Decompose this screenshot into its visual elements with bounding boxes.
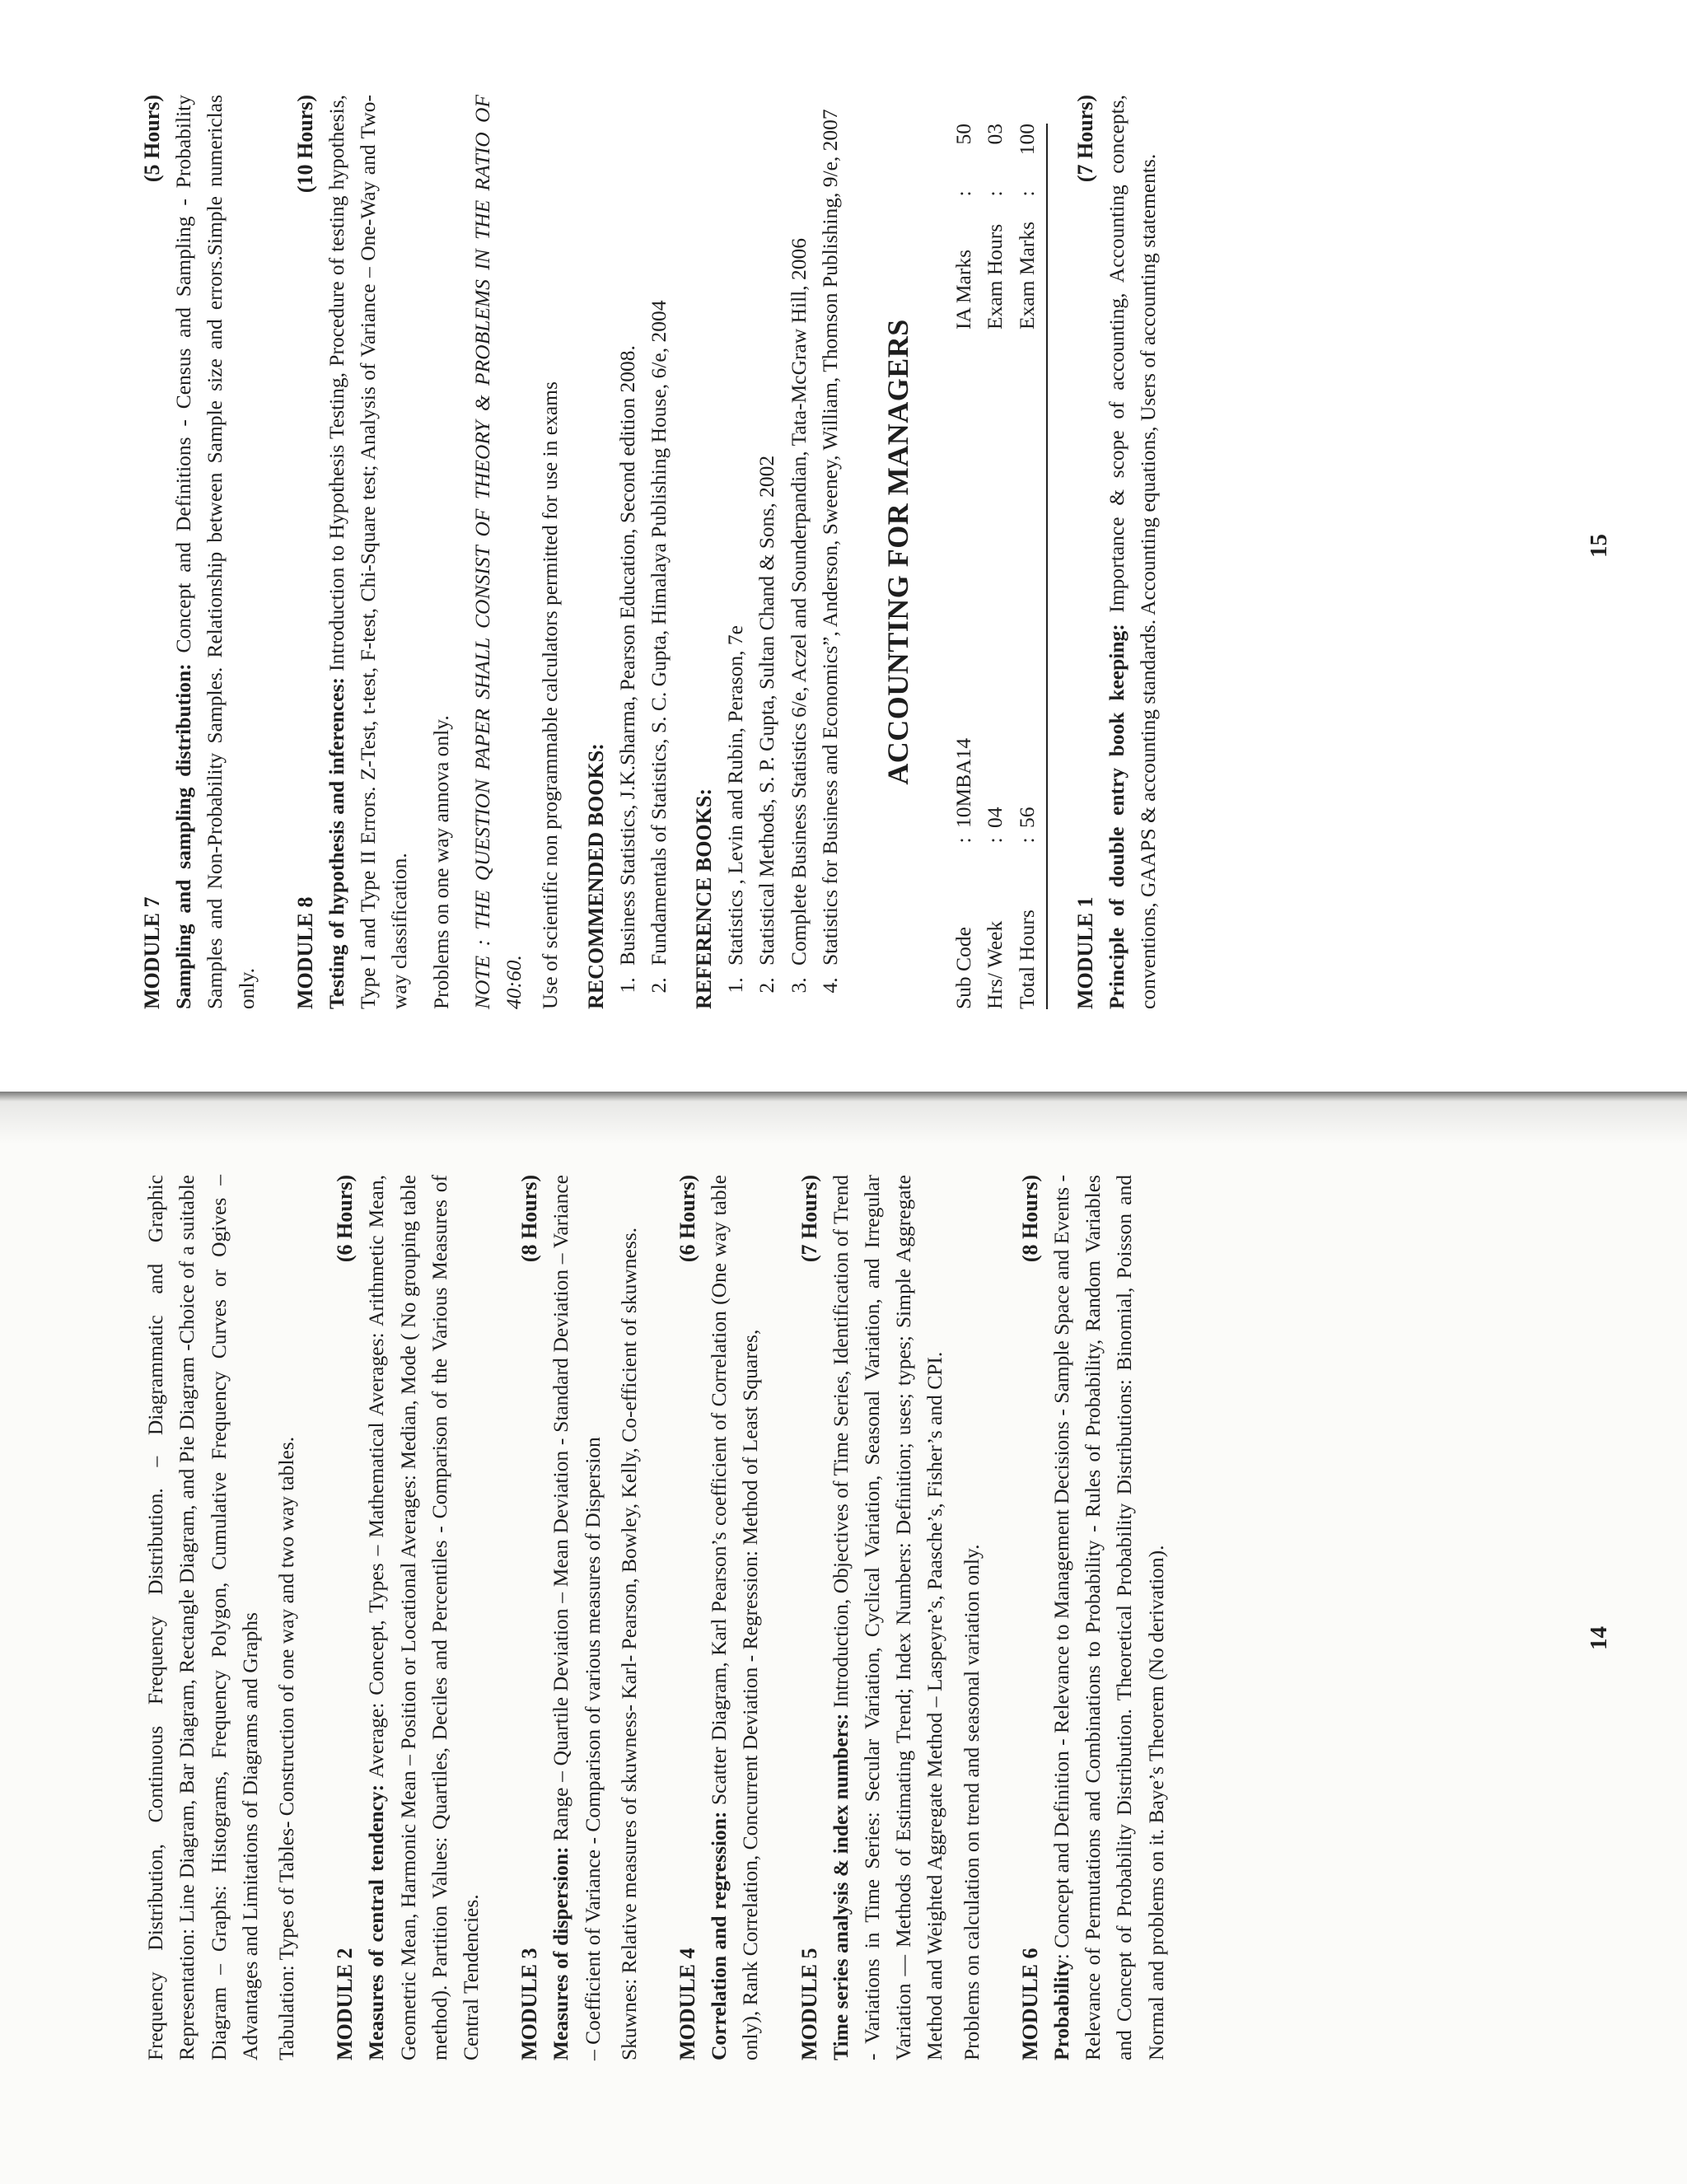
module-8-text: Testing of hypothesis and inferences: Introduction to Hypothesis Testing, Procedure of testing hypothesis, Type I and Type II Errors. Z-Test, t-test, F-test, Chi-Square test; Analysis of Variance – One-Way and Two-way classification. [324,95,412,1009]
module-hours: (10 Hours) [292,95,317,194]
info-key: Exam Hours [983,223,1007,330]
intro-paragraph: Frequency Distribution, Continuous Frequency Distribution. – Diagrammatic and Graphic Representation: Line Diagram, Bar Diagram, Rectangle Diagram, and Pie Diagram -Choice of a suitable Diagram – Graphs: Histograms, Frequency Polygon, Cumulative Frequency Curves or Ogives – Advantages and Limitations of Diagrams and Graphs [143,1175,262,2060]
list-item: 1. Statistics , Levin and Rubin, Perason, 7e [720,95,751,972]
list-item: 1. Business Statistics, J.K.Sharma, Pearson Education, Second edition 2008. [612,95,643,972]
course-info-table [948,124,1048,1009]
module-title: Sampling and sampling distribution: [171,663,195,1009]
module-4-heading [671,1175,703,2060]
list-item: 2. Statistical Methods, S. P. Gupta, Sultan Chand & Sons, 2002 [751,95,783,972]
reference-books-heading: REFERENCE BOOKS: [692,788,716,1009]
module-3-skewness: Skuwnes: Relative measures of skuwness- Karl- Pearson, Bowley, Kelly, Co-efficient of skuwness. [616,1227,641,2060]
module-5-problems: Problems on calculation on trend and seasonal variation only. [959,1544,984,2060]
recommended-books-list [612,95,675,1009]
module-hours: (7 Hours) [1072,95,1097,183]
module-name: MODULE 7 [140,896,164,1009]
module-1-text: Principle of double entry book keeping: Importance & scope of accounting, Accounting concepts, conventions, GAAPS & accounting standards. Accounting equations, Users of accounting statements. [1104,95,1160,1009]
page-number: 14 [1586,1626,1612,1650]
info-key: Sub Code [951,927,975,1009]
module-6-text: Probability: Concept and Definition - Relevance to Management Decisions - Sample Space and Events - Relevance of Permutations and Combinations to Probability - Rules of Probability, Random Variables and Concept of Probability Distribution. Theoretical Probability Distributions: Binomial, Poisson and Normal and problems on it. Baye’s Theorem (No derivation). [1049,1175,1168,2060]
page-number: 15 [1586,534,1612,558]
info-value: 100 [1014,124,1039,156]
module-7-text: Sampling and sampling distribution: Concept and Definitions - Census and Sampling - Probability Samples and Non-Probability Samples. Relationship between Sample size and errors.Simple numericlas only. [171,95,259,1009]
module-hours: (8 Hours) [517,1175,542,1263]
course-title: ACCOUNTING FOR MANAGERS [881,319,914,785]
module-title: Time series analysis & index numbers: [828,1713,853,2060]
module-3-text: Measures of dispersion: Range – Quartile Deviation – Mean Deviation - Standard Deviation – Variance – Coefficient of Variance - Comparison of various measures of Dispersion [549,1175,605,2060]
module-hours: (6 Hours) [333,1175,357,1263]
course-info-left: Sub Code : 10MBA14 Hrs/ Week : 04 Total Hours : 56 [948,738,1043,1009]
list-item: 2. Fundamentals of Statistics, S. C. Gupta, Himalaya Publishing House, 6/e, 2004 [643,95,675,972]
info-value: 04 [983,807,1007,828]
right-page-content [136,95,1169,1009]
module-1-heading [1069,95,1101,1009]
left-page-content [140,1175,1177,2060]
list-item: 4. Statistics for Business and Economics”, Anderson, Sweeney, William, Thomson Publishing, 9/e, 2007 [815,95,846,972]
info-value: 03 [983,124,1007,145]
module-hours: (7 Hours) [797,1175,821,1263]
calculator-note: Use of scientific non programmable calculators permitted for use in exams [538,381,563,1009]
module-title: Correlation and regression: [707,1811,731,2060]
module-4-text: Correlation and regression: Scatter Diagram, Karl Pearson’s coefficient of Correlation (One way table only), Rank Correlation, Concurrent Deviation - Regression: Method of Least Squares, [707,1174,763,2060]
module-2-text: Measures of central tendency: Average: Concept, Types – Mathematical Averages: Arithmetic Mean, Geometric Mean, Harmonic Mean – Position or Locational Averages: Median, Mode ( No grouping table method). Partition Values: Quartiles, Deciles and Percentiles - Comparison of the Various Measures of Central Tendencies. [364,1175,483,2060]
module-2-heading [329,1175,361,2060]
info-key: IA Marks [951,249,975,330]
module-name: MODULE 8 [292,896,317,1009]
module-title: Measures of dispersion: [549,1846,573,2060]
module-hours: (8 Hours) [1017,1175,1042,1263]
module-hours: (6 Hours) [675,1175,699,1263]
tabulation-paragraph: Tabulation: Types of Tables- Construction of one way and two way tables. [274,1436,298,2060]
module-hours: (5 Hours) [140,95,164,183]
left-page [0,1092,1687,2184]
module-name: MODULE 3 [517,1948,542,2060]
module-5-heading [793,1175,825,2060]
info-key: Total Hours [1014,910,1039,1009]
module-3-heading [513,1175,545,2060]
module-title: Principle of double entry book keeping: [1104,624,1129,1009]
module-name: MODULE 6 [1017,1948,1042,2060]
reference-books-list [720,95,846,1009]
module-6-heading [1014,1175,1046,2060]
module-name: MODULE 4 [675,1948,699,2060]
course-info-right: IA Marks : 50 Exam Hours : 03 Exam Marks : 100 [948,124,1043,330]
info-value: 50 [951,124,975,145]
info-key: Hrs/ Week [983,920,1007,1009]
module-name: MODULE 1 [1072,896,1097,1009]
module-7-heading [136,95,168,1009]
info-value: 56 [1014,807,1039,828]
module-5-text: Time series analysis & index numbers: Introduction, Objectives of Time Series, Identification of Trend - Variations in Time Series: Secular Variation, Cyclical Variation, Seasonal Variation, and Irregular Variation — Methods of Estimating Trend; Index Numbers: Definition; uses; types; Simple Aggregate Method and Weighted Aggregate Method – Laspeyre’s, Paasche’s, Fisher’s and CPI. [828,1175,947,2060]
list-item: 3. Complete Business Statistics 6/e, Aczel and Sounderpandian, Tata-McGraw Hill, 2006 [783,95,815,972]
info-value: 10MBA14 [951,737,975,828]
module-title: Probability [1049,1959,1073,2060]
module-8-extra: Problems on one way annova only. [428,715,453,1009]
module-8-heading [289,95,321,1009]
module-title: Measures of central tendency: [364,1784,389,2060]
module-name: MODULE 2 [333,1948,357,2060]
module-name: MODULE 5 [797,1948,821,2060]
recommended-books-heading: RECOMMENDED BOOKS: [583,743,608,1009]
exam-note: NOTE : THE QUESTION PAPER SHALL CONSIST OF THEORY & PROBLEMS IN THE RATIO OF 40:60. [470,95,526,1009]
info-key: Exam Marks [1014,221,1039,330]
module-title: Testing of hypothesis and inferences: [324,677,348,1009]
